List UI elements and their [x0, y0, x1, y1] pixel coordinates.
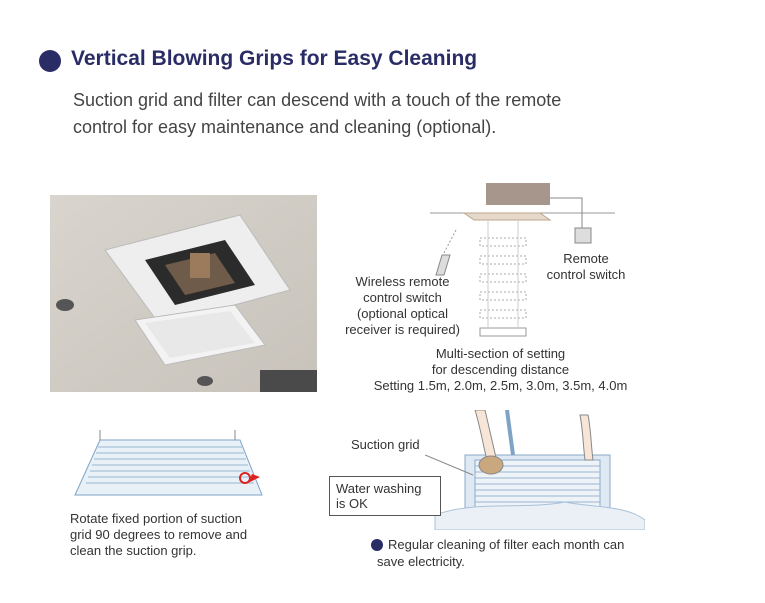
title-bullet	[39, 50, 61, 72]
ceiling-unit-photo	[50, 195, 317, 392]
suction-grid-pointer	[425, 453, 475, 478]
grid-note: Rotate fixed portion of suction grid 90 degrees to remove and clean the suction grip.	[70, 511, 248, 558]
water-washing-box: Water washing is OK	[329, 476, 441, 516]
wireless-remote-label: Wireless remote control switch (optional optical receiver is required)	[345, 274, 460, 337]
suction-grid-sketch	[70, 425, 270, 500]
cleaning-note-line-1: Regular cleaning of filter each month can	[388, 537, 625, 552]
suction-grid-label: Suction grid	[351, 437, 420, 452]
page-subtitle	[73, 87, 653, 141]
note-bullet	[371, 539, 383, 551]
distance-label: Multi-section of setting for descending distance Setting 1.5m, 2.0m, 2.5m, 3.0m, 3.5m, 4.0m	[373, 346, 628, 393]
cleaning-note-line-2: save electricity.	[377, 554, 465, 569]
page-title: Vertical Blowing Grips for Easy Cleaning	[71, 47, 478, 70]
remote-switch-label: Remote control switch	[546, 251, 626, 282]
subtitle-line-1: Suction grid and filter can descend with a touch of the remote	[73, 90, 562, 110]
subtitle-line-2: control for easy maintenance and cleaning (optional).	[73, 117, 497, 137]
